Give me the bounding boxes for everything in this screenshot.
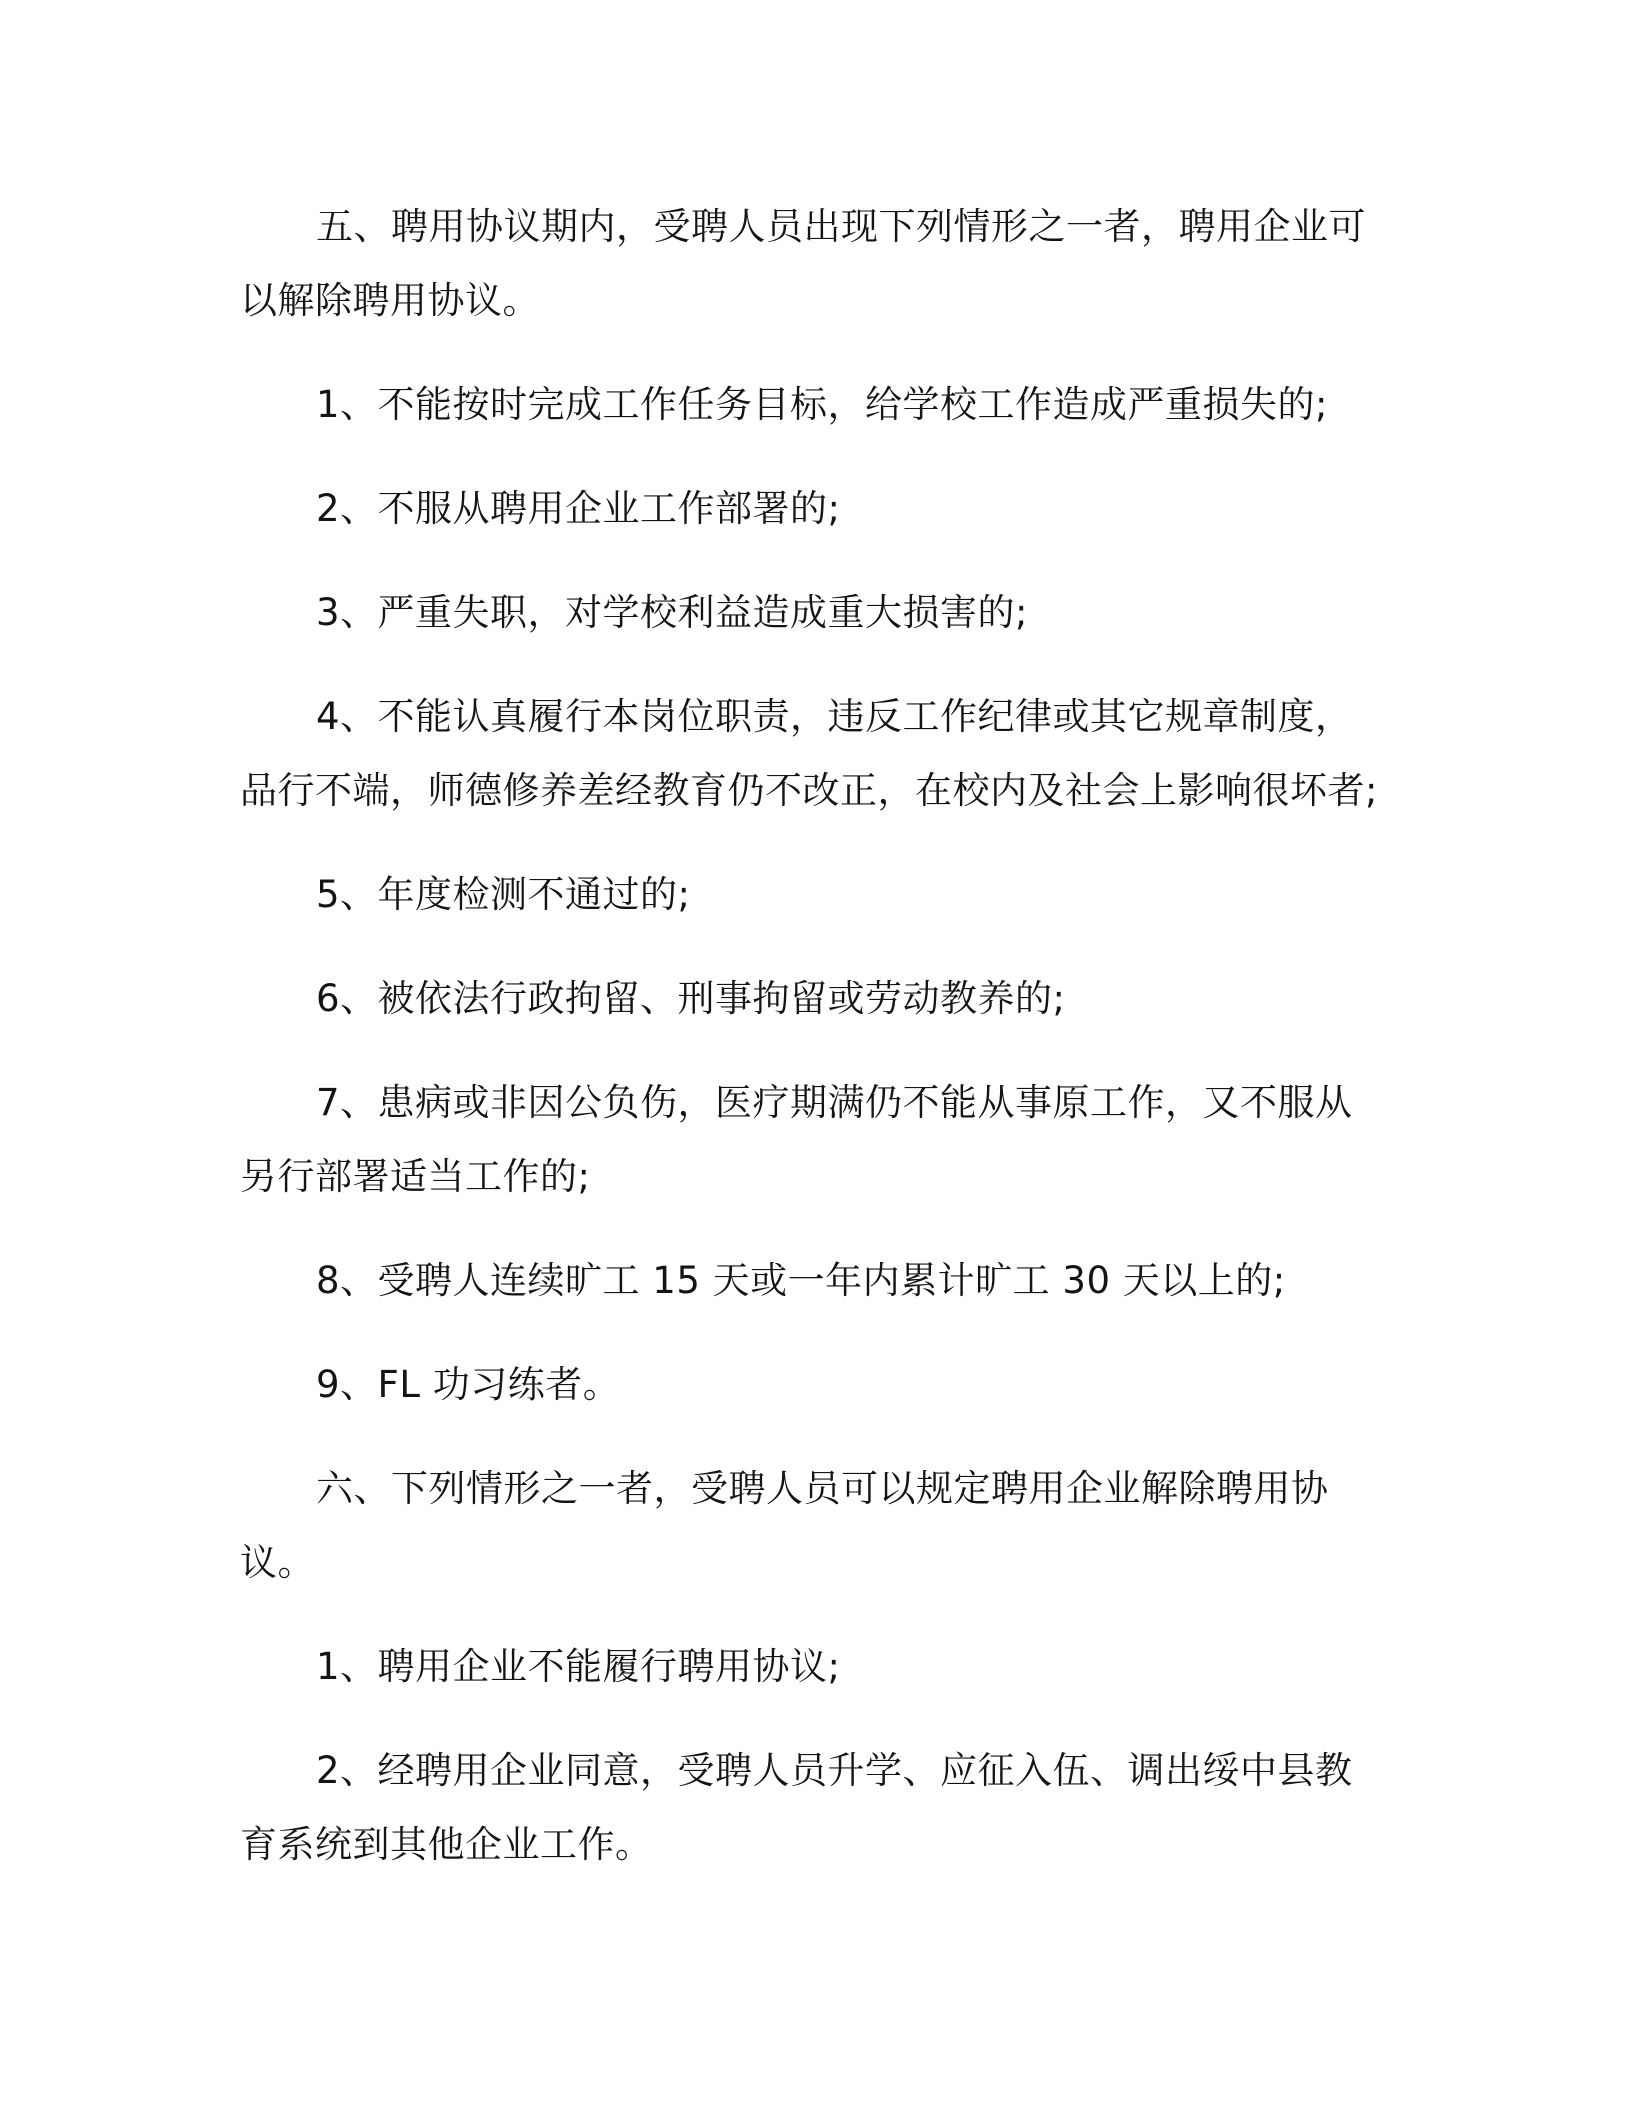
list-item: 2、经聘用企业同意，受聘人员升学、应征入伍、调出绥中县教育系统到其他企业工作。	[240, 1749, 1353, 1866]
list-item: 5、年度检测不通过的;	[316, 873, 691, 916]
list-item: 7、患病或非因公负伤，医疗期满仍不能从事原工作，又不服从另行部署适当工作的;	[240, 1081, 1353, 1198]
list-item: 4、不能认真履行本岗位职责，违反工作纪律或其它规章制度，品行不端，师德修养差经教育仍不改正，在校内及社会上影响很坏者;	[240, 695, 1378, 812]
list-item: 3、严重失职，对学校利益造成重大损害的;	[316, 591, 1029, 634]
list-item: 6、被依法行政拘留、刑事拘留或劳动教养的;	[316, 977, 1066, 1020]
section-five-heading: 五、聘用协议期内，受聘人员出现下列情形之一者，聘用企业可以解除聘用协议。	[240, 205, 1366, 322]
section-six-heading: 六、下列情形之一者，受聘人员可以规定聘用企业解除聘用协议。	[240, 1467, 1329, 1584]
list-item: 2、不服从聘用企业工作部署的;	[316, 487, 841, 530]
document-body	[240, 190, 1380, 1882]
list-item: 9、FL 功习练者。	[316, 1363, 621, 1406]
list-item: 1、不能按时完成工作任务目标，给学校工作造成严重损失的;	[316, 383, 1329, 426]
list-item: 1、聘用企业不能履行聘用协议;	[316, 1645, 841, 1688]
list-item: 8、受聘人连续旷工 15 天或一年内累计旷工 30 天以上的;	[316, 1259, 1286, 1302]
